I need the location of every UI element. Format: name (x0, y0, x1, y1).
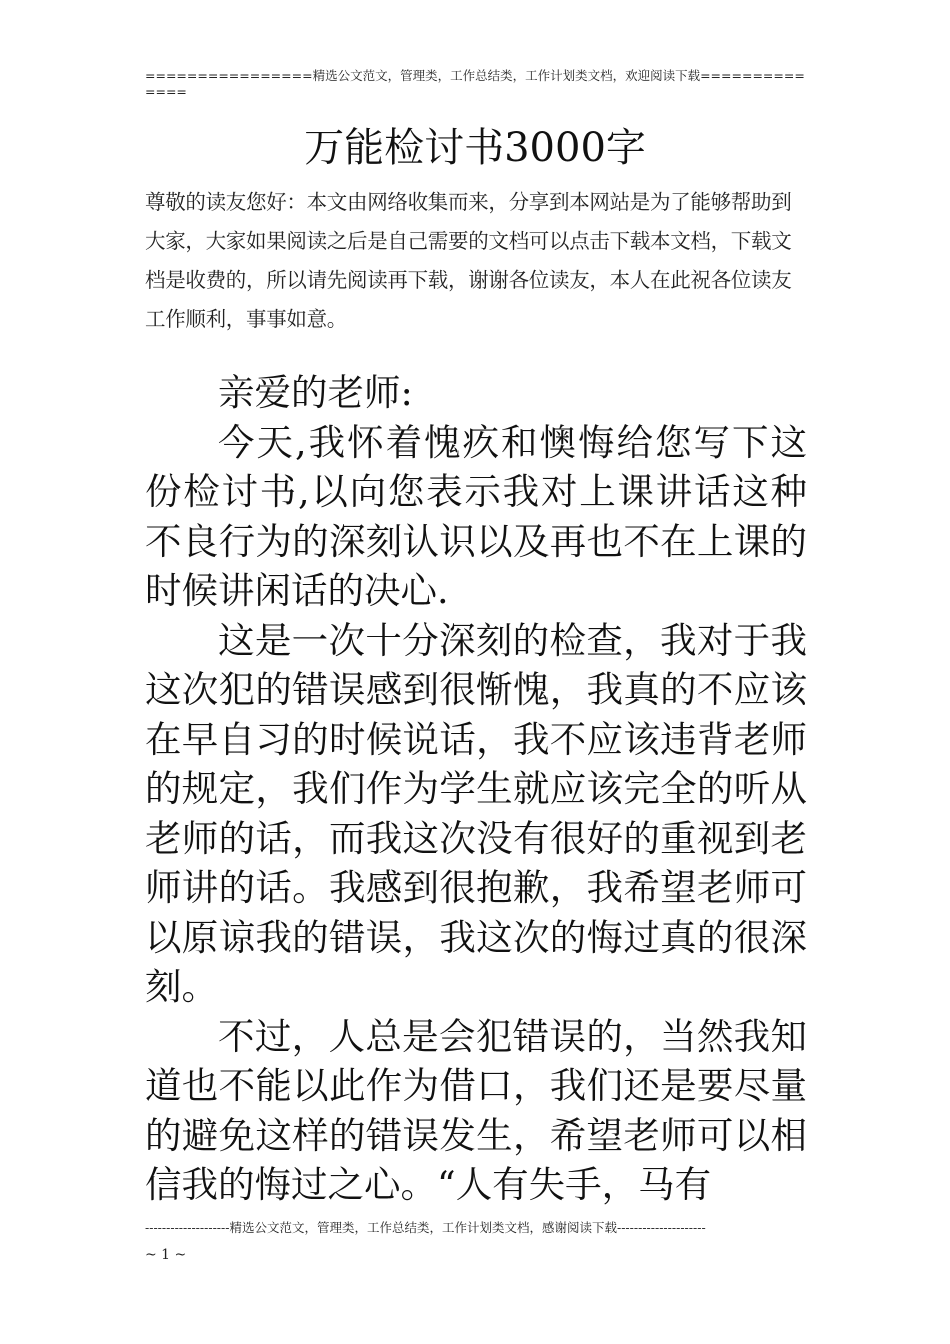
body-paragraph-1: 今天,我怀着愧疚和懊悔给您写下这份检讨书,以向您表示我对上课讲话这种不良行为的深刻认识以及再也不在上课的时候讲闲话的决心. (145, 420, 807, 612)
header-banner: ================精选公文范文，管理类，工作总结类，工作计划类文档，欢迎阅读下载============== (145, 68, 805, 99)
salutation: 亲爱的老师: (218, 371, 413, 414)
document-title: 万能检讨书3000字 (304, 125, 646, 171)
reader-notice: 尊敬的读友您好：本文由网络收集而来，分享到本网站是为了能够帮助到大家，大家如果阅读之后是自己需要的文档可以点击下载本文档，下载文档是收费的，所以请先阅读再下载，谢谢各位读友，本人在此祝各位读友工作顺利，事事如意。 (145, 190, 792, 331)
footer-banner: --------------------精选公文范文，管理类，工作总结类，工作计划类文档，感谢阅读下载--------------------- (145, 1220, 706, 1235)
body-paragraph-2: 这是一次十分深刻的检查，我对于我这次犯的错误感到很惭愧，我真的不应该在早自习的时候说话，我不应该违背老师的规定，我们作为学生就应该完全的听从老师的话，而我这次没有很好的重视到老师讲的话。我感到很抱歉，我希望老师可以原谅我的错误，我这次的悔过真的很深刻。 (145, 618, 807, 1008)
body-paragraph-3: 不过，人总是会犯错误的，当然我知道也不能以此作为借口，我们还是要尽量的避免这样的错误发生，希望老师可以相信我的悔过之心。“人有失手，马有 (145, 1014, 807, 1206)
page-number: ~ 1 ~ (145, 1247, 187, 1263)
document-body (145, 368, 807, 1210)
